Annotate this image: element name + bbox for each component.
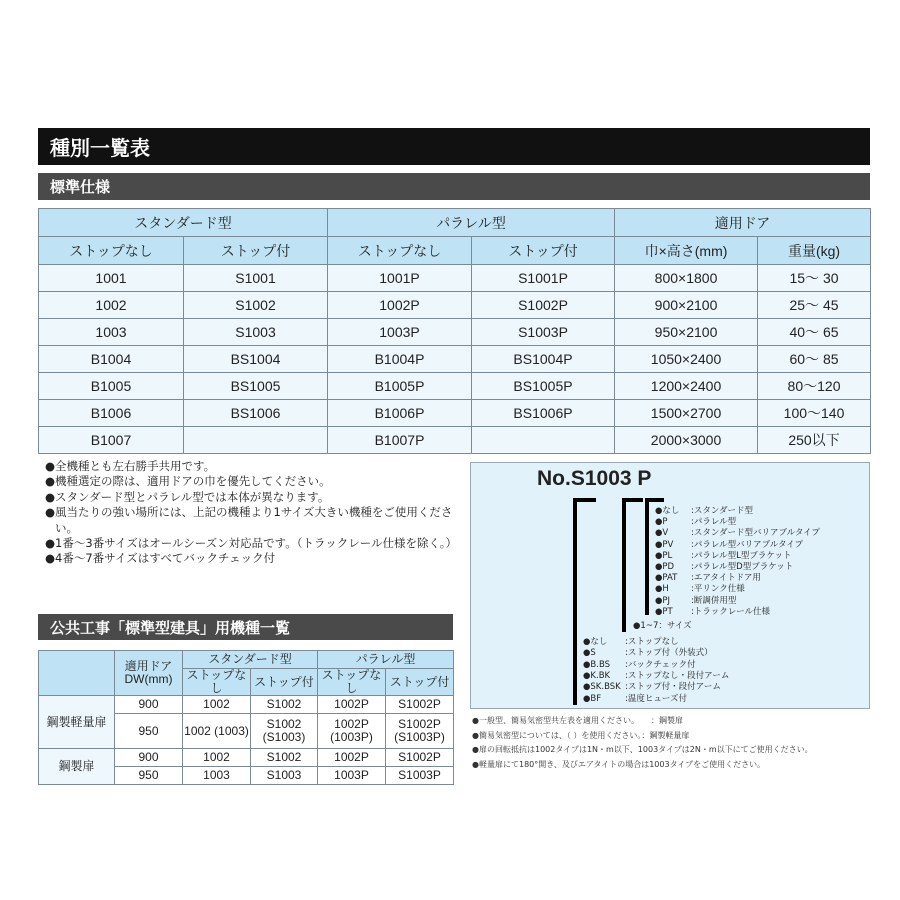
suffix-item: [655, 517, 736, 528]
suffix-item: [655, 551, 791, 562]
blank-header: [39, 651, 115, 696]
table-cell: 60～ 85: [758, 346, 871, 373]
code: ●PJ: [655, 595, 671, 606]
door-type-label: 鋼製扉: [39, 749, 115, 785]
table-row: [39, 427, 871, 454]
table-cell: 950×2100: [615, 319, 758, 346]
note-item: ●4番～7番サイズはすべてバックチェック付: [45, 551, 276, 566]
meaning: :エアタイトドア用: [691, 573, 761, 584]
section-standard-spec: 標準仕様: [38, 173, 870, 200]
table-cell: 1002: [39, 292, 184, 319]
table-cell: 1003: [39, 319, 184, 346]
table-cell: 80～120: [758, 373, 871, 400]
meaning: :断調併用型: [691, 595, 737, 606]
model-number-diagram: [470, 462, 870, 709]
prefix-item: [583, 682, 721, 693]
code: ●PL: [655, 550, 673, 561]
column-header: ストップなし: [39, 237, 184, 265]
column-header: ストップ付: [184, 237, 328, 265]
table-cell: 2000×3000: [615, 427, 758, 454]
table-cell: BS1006: [184, 400, 328, 427]
meaning: :ストップ付（外装式）: [625, 648, 713, 659]
section-public-works: 公共工事「標準型建具」用機種一覧: [38, 614, 453, 640]
code: ●なし: [583, 637, 608, 647]
table-cell: S1002P: [386, 749, 454, 767]
table-cell: S1002: [251, 696, 318, 714]
table-cell: S1001: [184, 265, 328, 292]
table-cell: B1005P: [328, 373, 472, 400]
table-row: [39, 292, 871, 319]
table-cell: S1001P: [472, 265, 615, 292]
table-cell: BS1005P: [472, 373, 615, 400]
table-cell: 15～ 30: [758, 265, 871, 292]
door-header: 適用ドア DW(mm): [115, 651, 183, 696]
code: ●SK.BSK: [583, 682, 621, 693]
prefix-item: [583, 694, 687, 705]
table-cell: S1002P: [386, 696, 454, 714]
table-row: [39, 373, 871, 400]
table-cell: S1003P: [472, 319, 615, 346]
table-cell: B1007: [39, 427, 184, 454]
meaning: :スタンダード型バリアブルタイプ: [691, 528, 820, 539]
group-standard: スタンダード型: [39, 209, 328, 237]
code: ●なし: [655, 506, 680, 516]
column-header: 巾×高さ(mm): [615, 237, 758, 265]
footnote: ●簡易気密型については、（ ）を使用ください。：鋼製軽量扉: [472, 730, 690, 740]
group-parallel: パラレル型: [318, 651, 454, 669]
column-header: ストップなし: [183, 669, 251, 696]
table-cell: 1002P: [318, 696, 386, 714]
table-cell: 250以下: [758, 427, 871, 454]
table-cell: B1006P: [328, 400, 472, 427]
code: ●PAT: [655, 573, 678, 584]
suffix-item: [655, 584, 745, 595]
column-header: ストップなし: [328, 237, 472, 265]
table-cell: S1002P (S1003P): [386, 714, 454, 749]
table-cell: 1001: [39, 265, 184, 292]
column-header: ストップ付: [386, 669, 454, 696]
table-cell: 950: [115, 714, 183, 749]
meaning: :ストップなし・段付アーム: [625, 670, 730, 681]
suffix-item: [655, 573, 761, 584]
table-cell: 1003P: [318, 767, 386, 785]
meaning: :パラレル型: [691, 517, 737, 528]
code: ●PD: [655, 562, 675, 572]
table-cell: S1002: [184, 292, 328, 319]
table-cell: S1003P: [386, 767, 454, 785]
code: ●V: [655, 528, 669, 539]
table-row: [39, 400, 871, 427]
footnote: ●扉の回転抵抗は1002タイプは1N・m以下、1003タイプは2N・m以下にてご使用ください。: [472, 745, 813, 754]
column-header: 重量(kg): [758, 237, 871, 265]
table-cell: [472, 427, 615, 454]
table-cell: [184, 427, 328, 454]
suffix-item: [655, 528, 820, 539]
group-standard: スタンダード型: [183, 651, 318, 669]
page-title: 種別一覧表: [38, 128, 870, 165]
note-item: ●1番～3番サイズはオールシーズン対応品です。（トラックレール仕様を除く。）: [45, 536, 458, 551]
table-cell: 1200×2400: [615, 373, 758, 400]
table-cell: BS1006P: [472, 400, 615, 427]
footnote: ●一般型、簡易気密型共左表を適用ください。 ：鋼製扉: [472, 716, 683, 725]
table-cell: S1002 (S1003): [251, 714, 318, 749]
group-door: 適用ドア: [615, 209, 871, 237]
meaning: :パラレル型バリアブルタイプ: [691, 539, 804, 550]
column-header: ストップなし: [318, 669, 386, 696]
bracket-prefix: [574, 498, 596, 502]
column-header: ストップ付: [251, 669, 318, 696]
note-item: ●機種選定の際は、適用ドアの巾を優先してください。: [45, 474, 331, 489]
code: ●P: [655, 517, 668, 528]
code: ●S: [583, 648, 596, 659]
public-works-table: [38, 650, 454, 785]
code: ●PV: [655, 539, 674, 550]
meaning: :ストップなし: [625, 637, 679, 647]
note-item: ●全機種とも左右勝手共用です。: [45, 459, 216, 473]
table-cell: S1002P: [472, 292, 615, 319]
table-cell: 40～ 65: [758, 319, 871, 346]
table-row: [39, 696, 454, 714]
table-cell: S1003: [251, 767, 318, 785]
table-cell: BS1004: [184, 346, 328, 373]
bracket-size-line: [622, 498, 626, 632]
note-item: ●風当たりの強い場所には、上記の機種より1サイズ大きい機種をご使用ください。: [45, 505, 453, 535]
code: ●BF: [583, 693, 602, 704]
table-cell: BS1005: [184, 373, 328, 400]
meaning: :平リンク仕様: [691, 584, 745, 595]
table-cell: B1006: [39, 400, 184, 427]
table-cell: S1002: [251, 749, 318, 767]
table-cell: 900: [115, 749, 183, 767]
table-cell: 900×2100: [615, 292, 758, 319]
table-cell: 1003P: [328, 319, 472, 346]
table-cell: 1002P: [328, 292, 472, 319]
table-cell: B1005: [39, 373, 184, 400]
table-cell: BS1004P: [472, 346, 615, 373]
model-table: [38, 208, 871, 454]
code: ●B.BS: [583, 659, 611, 670]
table-cell: 1002 (1003): [183, 714, 251, 749]
table-cell: 950: [115, 767, 183, 785]
suffix-item: [655, 506, 753, 517]
table-cell: B1007P: [328, 427, 472, 454]
note-item: ●スタンダード型とパラレル型では本体が異なります。: [45, 489, 330, 504]
footnote: ●軽量扉にて180°開き、及びエアタイトの場合は1003タイプをご使用ください。: [472, 759, 766, 769]
suffix-item: [655, 596, 736, 607]
table-cell: 1001P: [328, 265, 472, 292]
meaning: :スタンダード型: [691, 506, 754, 516]
meaning: :トラックレール仕様: [691, 606, 771, 617]
table-cell: 1002: [183, 749, 251, 767]
table-cell: B1004: [39, 346, 184, 373]
table-cell: B1004P: [328, 346, 472, 373]
suffix-item: [655, 607, 770, 618]
suffix-item: [655, 540, 803, 551]
table-cell: 800×1800: [615, 265, 758, 292]
group-parallel: パラレル型: [328, 209, 615, 237]
meaning: :パラレル型D型ブラケット: [691, 562, 794, 572]
table-cell: 25～ 45: [758, 292, 871, 319]
prefix-item: [583, 648, 713, 659]
bracket-prefix-line: [573, 498, 577, 705]
table-row: [39, 319, 871, 346]
table-cell: 1500×2700: [615, 400, 758, 427]
prefix-item: [583, 671, 729, 682]
table-row: [39, 346, 871, 373]
table-cell: 900: [115, 696, 183, 714]
bracket-suffix-line: [645, 498, 649, 615]
model-number: No.S1003 P: [537, 467, 652, 490]
code: ●K.BK: [583, 670, 611, 681]
table-cell: 1050×2400: [615, 346, 758, 373]
table-row: [39, 749, 454, 767]
table-cell: 100～140: [758, 400, 871, 427]
meaning: :バックチェック付: [625, 659, 696, 670]
code: ●PT: [655, 606, 673, 617]
prefix-item: [583, 660, 696, 671]
column-header: ストップ付: [472, 237, 615, 265]
size-item: ●1~7：サイズ: [633, 621, 692, 631]
door-type-label: 鋼製軽量扉: [39, 696, 115, 749]
meaning: :ストップ付・段付アーム: [625, 682, 721, 693]
suffix-item: [655, 562, 793, 573]
meaning: :パラレル型L型ブラケット: [691, 550, 792, 561]
table-cell: 1002P (1003P): [318, 714, 386, 749]
meaning: :温度ヒューズ付: [625, 693, 687, 704]
table-row: [39, 265, 871, 292]
table-cell: S1003: [184, 319, 328, 346]
prefix-item: [583, 637, 679, 648]
table-cell: 1002: [183, 696, 251, 714]
notes-list: [45, 459, 460, 567]
table-cell: 1002P: [318, 749, 386, 767]
bracket-size: [623, 498, 643, 502]
code: ●H: [655, 584, 669, 595]
table-cell: 1003: [183, 767, 251, 785]
